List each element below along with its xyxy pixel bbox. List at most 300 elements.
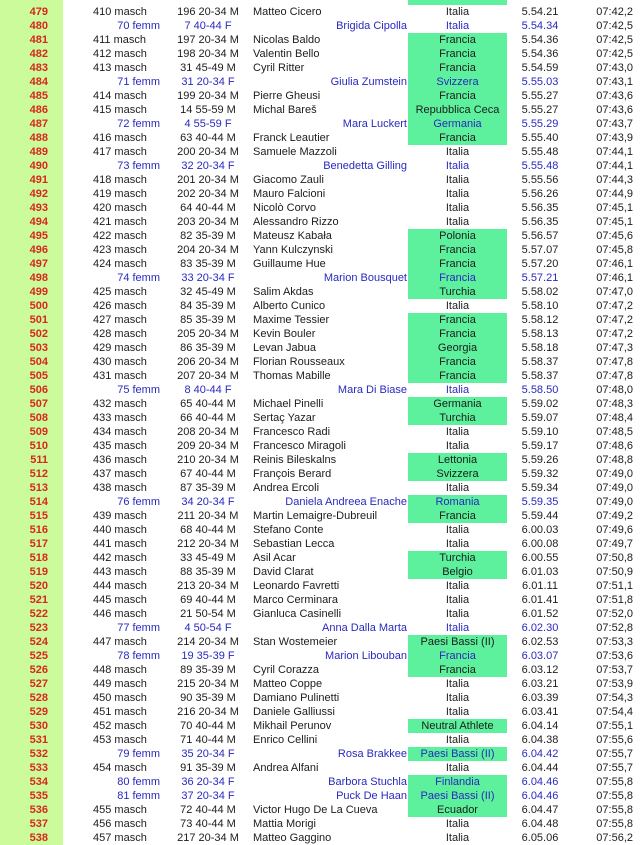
age-group-rank-cell: 200 20-34 M bbox=[177, 146, 239, 158]
gender-category-rank-cell: 454 masch bbox=[93, 762, 147, 774]
gender-category-rank-cell: 78 femm bbox=[117, 650, 160, 662]
pace-cell: 07:49,7 bbox=[596, 538, 633, 550]
result-row bbox=[0, 691, 641, 705]
result-row bbox=[0, 187, 641, 201]
result-row bbox=[0, 565, 641, 579]
country-cell: Francia bbox=[408, 61, 507, 75]
country-cell: Svizzera bbox=[408, 467, 507, 481]
rank-cell: 532 bbox=[0, 747, 63, 761]
runner-name-cell: Mara Di Biase bbox=[337, 384, 407, 396]
pace-cell: 07:54,4 bbox=[596, 706, 633, 718]
rank-cell: 518 bbox=[0, 551, 63, 565]
pace-cell: 07:56,2 bbox=[596, 832, 633, 844]
pace-cell: 07:48,4 bbox=[596, 412, 633, 424]
rank-cell: 501 bbox=[0, 313, 63, 327]
gender-category-rank-cell: 444 masch bbox=[93, 580, 147, 592]
pace-cell: 07:48,5 bbox=[596, 426, 633, 438]
age-group-rank-cell: 207 20-34 M bbox=[177, 370, 239, 382]
runner-name-cell: Giulia Zumstein bbox=[330, 76, 407, 88]
pace-cell: 07:43,9 bbox=[596, 132, 633, 144]
country-cell: Paesi Bassi (II) bbox=[408, 635, 507, 649]
rank-cell: 483 bbox=[0, 61, 63, 75]
rank-cell: 494 bbox=[0, 215, 63, 229]
country-cell: Romania bbox=[408, 495, 507, 509]
pace-cell: 07:48,6 bbox=[596, 440, 633, 452]
result-row bbox=[0, 383, 641, 397]
finish-time-cell: 6.01.03 bbox=[521, 566, 559, 578]
pace-cell: 07:48,0 bbox=[596, 384, 633, 396]
pace-cell: 07:49,0 bbox=[596, 482, 633, 494]
rank-cell: 510 bbox=[0, 439, 63, 453]
rank-cell: 514 bbox=[0, 495, 63, 509]
runner-name-cell: Asil Acar bbox=[253, 552, 296, 564]
country-cell: Polonia bbox=[408, 229, 507, 243]
runner-name-cell: Marco Cerminara bbox=[253, 594, 338, 606]
pace-cell: 07:42,5 bbox=[596, 34, 633, 46]
result-row bbox=[0, 831, 641, 845]
country-cell: Lettonia bbox=[408, 453, 507, 467]
finish-time-cell: 6.04.47 bbox=[521, 804, 559, 816]
finish-time-cell: 6.00.55 bbox=[521, 552, 559, 564]
age-group-rank-cell: 210 20-34 M bbox=[177, 454, 239, 466]
age-group-rank-cell: 201 20-34 M bbox=[177, 174, 239, 186]
finish-time-cell: 5.54.59 bbox=[521, 62, 559, 74]
runner-name-cell: Victor Hugo De La Cueva bbox=[253, 804, 378, 816]
finish-time-cell: 6.04.48 bbox=[521, 818, 559, 830]
runner-name-cell: Alberto Cunico bbox=[253, 300, 326, 312]
country-cell: Repubblica Ceca bbox=[408, 103, 507, 117]
result-row bbox=[0, 33, 641, 47]
runner-name-cell: Stan Wostemeier bbox=[253, 636, 338, 648]
age-group-rank-cell: 21 50-54 M bbox=[180, 608, 236, 620]
pace-cell: 07:48,3 bbox=[596, 398, 633, 410]
age-group-rank-cell: 14 55-59 M bbox=[180, 104, 236, 116]
runner-name-cell: Gianluca Casinelli bbox=[253, 608, 342, 620]
finish-time-cell: 5.56.35 bbox=[521, 202, 559, 214]
result-row bbox=[0, 775, 641, 789]
age-group-rank-cell: 82 35-39 M bbox=[180, 230, 236, 242]
country-cell: Italia bbox=[445, 20, 470, 32]
result-row bbox=[0, 103, 641, 117]
result-row bbox=[0, 341, 641, 355]
gender-category-rank-cell: 413 masch bbox=[93, 62, 147, 74]
finish-time-cell: 6.03.21 bbox=[521, 678, 559, 690]
rank-cell: 511 bbox=[0, 453, 63, 467]
rank-cell: 485 bbox=[0, 89, 63, 103]
pace-cell: 07:45,6 bbox=[596, 230, 633, 242]
runner-name-cell: Matteo Cicero bbox=[253, 6, 322, 18]
runner-name-cell: Salim Akdas bbox=[253, 286, 314, 298]
runner-name-cell: Daniele Galliussi bbox=[253, 706, 335, 718]
rank-cell: 505 bbox=[0, 369, 63, 383]
country-cell: Italia bbox=[445, 6, 470, 18]
rank-cell: 493 bbox=[0, 201, 63, 215]
result-row bbox=[0, 19, 641, 33]
rank-cell: 525 bbox=[0, 649, 63, 663]
result-row bbox=[0, 425, 641, 439]
gender-category-rank-cell: 79 femm bbox=[117, 748, 160, 760]
result-row bbox=[0, 229, 641, 243]
finish-time-cell: 5.59.10 bbox=[521, 426, 559, 438]
pace-cell: 07:45,1 bbox=[596, 202, 633, 214]
country-cell: Italia bbox=[445, 580, 470, 592]
runner-name-cell: Nicolas Baldo bbox=[253, 34, 321, 46]
finish-time-cell: 6.03.39 bbox=[521, 692, 559, 704]
gender-category-rank-cell: 449 masch bbox=[93, 678, 147, 690]
pace-cell: 07:49,2 bbox=[596, 510, 633, 522]
runner-name-cell: Reinis Bileskalns bbox=[253, 454, 337, 466]
age-group-rank-cell: 206 20-34 M bbox=[177, 356, 239, 368]
gender-category-rank-cell: 422 masch bbox=[93, 230, 147, 242]
rank-cell: 534 bbox=[0, 775, 63, 789]
finish-time-cell: 5.59.44 bbox=[521, 510, 559, 522]
gender-category-rank-cell: 453 masch bbox=[93, 734, 147, 746]
gender-category-rank-cell: 410 masch bbox=[93, 6, 147, 18]
age-group-rank-cell: 7 40-44 F bbox=[184, 20, 232, 32]
country-cell: Italia bbox=[445, 524, 470, 536]
country-cell: Italia bbox=[445, 538, 470, 550]
runner-name-cell: Nicolò Corvo bbox=[253, 202, 316, 214]
pace-cell: 07:55,8 bbox=[596, 776, 633, 788]
gender-category-rank-cell: 76 femm bbox=[117, 496, 160, 508]
country-cell: Georgia bbox=[408, 341, 507, 355]
result-row bbox=[0, 117, 641, 131]
rank-cell: 530 bbox=[0, 719, 63, 733]
rank-cell: 526 bbox=[0, 663, 63, 677]
finish-time-cell: 5.54.34 bbox=[521, 20, 559, 32]
pace-cell: 07:43,7 bbox=[596, 118, 633, 130]
runner-name-cell: Cyril Ritter bbox=[253, 62, 305, 74]
finish-time-cell: 6.03.12 bbox=[521, 664, 559, 676]
result-row bbox=[0, 789, 641, 803]
rank-cell: 489 bbox=[0, 145, 63, 159]
finish-time-cell: 6.01.41 bbox=[521, 594, 559, 606]
age-group-rank-cell: 36 20-34 F bbox=[181, 776, 235, 788]
rank-cell: 517 bbox=[0, 537, 63, 551]
result-row bbox=[0, 439, 641, 453]
age-group-rank-cell: 68 40-44 M bbox=[180, 524, 236, 536]
result-row bbox=[0, 481, 641, 495]
finish-time-cell: 5.56.35 bbox=[521, 216, 559, 228]
result-row bbox=[0, 607, 641, 621]
age-group-rank-cell: 213 20-34 M bbox=[177, 580, 239, 592]
pace-cell: 07:42,2 bbox=[596, 6, 633, 18]
country-cell: Italia bbox=[445, 300, 470, 312]
result-row bbox=[0, 75, 641, 89]
country-cell: Italia bbox=[445, 608, 470, 620]
result-row bbox=[0, 593, 641, 607]
pace-cell: 07:45,8 bbox=[596, 244, 633, 256]
finish-time-cell: 6.05.06 bbox=[521, 832, 559, 844]
finish-time-cell: 5.58.10 bbox=[521, 300, 559, 312]
gender-category-rank-cell: 411 masch bbox=[93, 34, 146, 46]
finish-time-cell: 6.04.46 bbox=[521, 776, 559, 788]
rank-cell: 504 bbox=[0, 355, 63, 369]
runner-name-cell: Guillaume Hue bbox=[253, 258, 326, 270]
runner-name-cell: Valentin Bello bbox=[253, 48, 320, 60]
runner-name-cell: Francesco Miragoli bbox=[253, 440, 346, 452]
finish-time-cell: 5.58.37 bbox=[521, 356, 559, 368]
finish-time-cell: 6.04.42 bbox=[521, 748, 559, 760]
country-cell: Paesi Bassi (II) bbox=[408, 789, 507, 803]
runner-name-cell: Barbora Stuchla bbox=[328, 776, 407, 788]
result-row bbox=[0, 159, 641, 173]
age-group-rank-cell: 197 20-34 M bbox=[177, 34, 239, 46]
result-row bbox=[0, 369, 641, 383]
country-cell: Italia bbox=[445, 216, 470, 228]
age-group-rank-cell: 85 35-39 M bbox=[180, 314, 236, 326]
rank-cell: 531 bbox=[0, 733, 63, 747]
finish-time-cell: 5.55.48 bbox=[521, 146, 559, 158]
result-row bbox=[0, 61, 641, 75]
pace-cell: 07:42,5 bbox=[596, 48, 633, 60]
runner-name-cell: Matteo Gaggino bbox=[253, 832, 332, 844]
runner-name-cell: Mattia Morigi bbox=[253, 818, 316, 830]
gender-category-rank-cell: 421 masch bbox=[93, 216, 147, 228]
gender-category-rank-cell: 448 masch bbox=[93, 664, 147, 676]
finish-time-cell: 5.56.26 bbox=[521, 188, 559, 200]
runner-name-cell: Anna Dalla Marta bbox=[322, 622, 407, 634]
result-row bbox=[0, 621, 641, 635]
runner-name-cell: Michael Pinelli bbox=[253, 398, 324, 410]
country-cell: Francia bbox=[408, 257, 507, 271]
result-row bbox=[0, 397, 641, 411]
gender-category-rank-cell: 451 masch bbox=[93, 706, 147, 718]
runner-name-cell: Samuele Mazzoli bbox=[253, 146, 337, 158]
pace-cell: 07:44,1 bbox=[596, 146, 633, 158]
runner-name-cell: Mauro Falcioni bbox=[253, 188, 326, 200]
finish-time-cell: 5.58.50 bbox=[521, 384, 559, 396]
gender-category-rank-cell: 418 masch bbox=[93, 174, 147, 186]
gender-category-rank-cell: 442 masch bbox=[93, 552, 147, 564]
finish-time-cell: 5.59.07 bbox=[521, 412, 559, 424]
age-group-rank-cell: 86 35-39 M bbox=[180, 342, 236, 354]
runner-name-cell: Marion Bousquet bbox=[323, 272, 407, 284]
age-group-rank-cell: 33 45-49 M bbox=[180, 552, 236, 564]
rank-cell: 533 bbox=[0, 761, 63, 775]
country-cell: Francia bbox=[408, 663, 507, 677]
result-row bbox=[0, 355, 641, 369]
gender-category-rank-cell: 415 masch bbox=[93, 104, 147, 116]
country-cell: Paesi Bassi (II) bbox=[408, 747, 507, 761]
pace-cell: 07:42,5 bbox=[596, 20, 633, 32]
rank-cell: 537 bbox=[0, 817, 63, 831]
age-group-rank-cell: 202 20-34 M bbox=[177, 188, 239, 200]
age-group-rank-cell: 32 45-49 M bbox=[180, 286, 236, 298]
gender-category-rank-cell: 412 masch bbox=[93, 48, 147, 60]
country-cell: Italia bbox=[445, 678, 470, 690]
gender-category-rank-cell: 72 femm bbox=[117, 118, 160, 130]
pace-cell: 07:50,9 bbox=[596, 566, 633, 578]
runner-name-cell: Damiano Pulinetti bbox=[253, 692, 340, 704]
finish-time-cell: 5.59.26 bbox=[521, 454, 559, 466]
age-group-rank-cell: 35 20-34 F bbox=[181, 748, 235, 760]
rank-cell: 497 bbox=[0, 257, 63, 271]
country-cell: Italia bbox=[445, 832, 470, 844]
finish-time-cell: 5.55.56 bbox=[521, 174, 559, 186]
country-cell: Italia bbox=[445, 706, 470, 718]
pace-cell: 07:55,8 bbox=[596, 790, 633, 802]
runner-name-cell: Michal Bareš bbox=[253, 104, 317, 116]
finish-time-cell: 6.01.52 bbox=[521, 608, 559, 620]
rank-cell: 527 bbox=[0, 677, 63, 691]
runner-name-cell: Pierre Gheusi bbox=[253, 90, 321, 102]
age-group-rank-cell: 216 20-34 M bbox=[177, 706, 239, 718]
runner-name-cell: Marion Libouban bbox=[325, 650, 407, 662]
pace-cell: 07:47,8 bbox=[596, 356, 633, 368]
finish-time-cell: 5.57.21 bbox=[521, 272, 559, 284]
country-cell: Francia bbox=[408, 313, 507, 327]
gender-category-rank-cell: 438 masch bbox=[93, 482, 147, 494]
gender-category-rank-cell: 435 masch bbox=[93, 440, 147, 452]
result-row bbox=[0, 551, 641, 565]
finish-time-cell: 5.58.37 bbox=[521, 370, 559, 382]
rank-cell: 479 bbox=[0, 5, 63, 19]
gender-category-rank-cell: 446 masch bbox=[93, 608, 147, 620]
runner-name-cell: Mikhail Perunov bbox=[253, 720, 332, 732]
finish-time-cell: 5.55.27 bbox=[521, 90, 559, 102]
country-cell: Germania bbox=[408, 117, 507, 131]
gender-category-rank-cell: 440 masch bbox=[93, 524, 147, 536]
rank-cell: 482 bbox=[0, 47, 63, 61]
gender-category-rank-cell: 437 masch bbox=[93, 468, 147, 480]
country-cell: Francia bbox=[408, 47, 507, 61]
runner-name-cell: Kevin Bouler bbox=[253, 328, 316, 340]
age-group-rank-cell: 87 35-39 M bbox=[180, 482, 236, 494]
age-group-rank-cell: 31 45-49 M bbox=[180, 62, 236, 74]
rank-cell: 513 bbox=[0, 481, 63, 495]
finish-time-cell: 5.55.03 bbox=[521, 76, 559, 88]
pace-cell: 07:47,2 bbox=[596, 300, 633, 312]
finish-time-cell: 6.00.03 bbox=[521, 524, 559, 536]
country-cell: Italia bbox=[445, 818, 470, 830]
finish-time-cell: 5.58.13 bbox=[521, 328, 559, 340]
pace-cell: 07:43,1 bbox=[596, 76, 633, 88]
rank-cell: 498 bbox=[0, 271, 63, 285]
finish-time-cell: 5.54.21 bbox=[521, 6, 559, 18]
rank-cell: 499 bbox=[0, 285, 63, 299]
result-row bbox=[0, 663, 641, 677]
finish-time-cell: 5.57.20 bbox=[521, 258, 559, 270]
gender-category-rank-cell: 416 masch bbox=[93, 132, 147, 144]
country-cell: Francia bbox=[408, 33, 507, 47]
rank-cell: 486 bbox=[0, 103, 63, 117]
result-row bbox=[0, 579, 641, 593]
gender-category-rank-cell: 452 masch bbox=[93, 720, 147, 732]
runner-name-cell: Thomas Mabille bbox=[253, 370, 331, 382]
gender-category-rank-cell: 75 femm bbox=[117, 384, 160, 396]
finish-time-cell: 5.59.32 bbox=[521, 468, 559, 480]
age-group-rank-cell: 196 20-34 M bbox=[177, 6, 239, 18]
rank-cell: 491 bbox=[0, 173, 63, 187]
rank-cell: 503 bbox=[0, 341, 63, 355]
finish-time-cell: 5.59.02 bbox=[521, 398, 559, 410]
age-group-rank-cell: 198 20-34 M bbox=[177, 48, 239, 60]
gender-category-rank-cell: 455 masch bbox=[93, 804, 147, 816]
rank-cell: 509 bbox=[0, 425, 63, 439]
pace-cell: 07:43,6 bbox=[596, 90, 633, 102]
finish-time-cell: 6.04.38 bbox=[521, 734, 559, 746]
pace-cell: 07:46,1 bbox=[596, 258, 633, 270]
runner-name-cell: Yann Kulczynski bbox=[253, 244, 333, 256]
result-row bbox=[0, 817, 641, 831]
runner-name-cell: Francesco Radi bbox=[253, 426, 331, 438]
country-cell: Italia bbox=[445, 174, 470, 186]
gender-category-rank-cell: 74 femm bbox=[117, 272, 160, 284]
pace-cell: 07:45,1 bbox=[596, 216, 633, 228]
rank-cell: 506 bbox=[0, 383, 63, 397]
runner-name-cell: Mara Luckert bbox=[342, 118, 407, 130]
result-row bbox=[0, 215, 641, 229]
runner-name-cell: David Clarat bbox=[253, 566, 314, 578]
pace-cell: 07:50,8 bbox=[596, 552, 633, 564]
runner-name-cell: Mateusz Kabała bbox=[253, 230, 332, 242]
age-group-rank-cell: 88 35-39 M bbox=[180, 566, 236, 578]
gender-category-rank-cell: 414 masch bbox=[93, 90, 147, 102]
age-group-rank-cell: 203 20-34 M bbox=[177, 216, 239, 228]
age-group-rank-cell: 71 40-44 M bbox=[180, 734, 236, 746]
age-group-rank-cell: 208 20-34 M bbox=[177, 426, 239, 438]
result-row bbox=[0, 719, 641, 733]
gender-category-rank-cell: 420 masch bbox=[93, 202, 147, 214]
pace-cell: 07:43,6 bbox=[596, 104, 633, 116]
country-cell: Italia bbox=[445, 440, 470, 452]
age-group-rank-cell: 63 40-44 M bbox=[180, 132, 236, 144]
pace-cell: 07:44,3 bbox=[596, 174, 633, 186]
country-cell: Italia bbox=[445, 160, 470, 172]
result-row bbox=[0, 271, 641, 285]
result-row bbox=[0, 313, 641, 327]
pace-cell: 07:53,9 bbox=[596, 678, 633, 690]
country-cell: Turchia bbox=[408, 551, 507, 565]
finish-time-cell: 5.59.34 bbox=[521, 482, 559, 494]
rank-cell: 484 bbox=[0, 75, 63, 89]
runner-name-cell: Sertaç Yazar bbox=[253, 412, 316, 424]
age-group-rank-cell: 211 20-34 M bbox=[177, 510, 239, 522]
gender-category-rank-cell: 439 masch bbox=[93, 510, 147, 522]
pace-cell: 07:53,3 bbox=[596, 636, 633, 648]
pace-cell: 07:53,6 bbox=[596, 650, 633, 662]
rank-cell: 521 bbox=[0, 593, 63, 607]
pace-cell: 07:53,7 bbox=[596, 664, 633, 676]
pace-cell: 07:44,9 bbox=[596, 188, 633, 200]
gender-category-rank-cell: 429 masch bbox=[93, 342, 147, 354]
gender-category-rank-cell: 71 femm bbox=[117, 76, 160, 88]
rank-cell: 538 bbox=[0, 831, 63, 845]
gender-category-rank-cell: 447 masch bbox=[93, 636, 147, 648]
gender-category-rank-cell: 432 masch bbox=[93, 398, 147, 410]
country-cell: Italia bbox=[445, 692, 470, 704]
finish-time-cell: 5.54.36 bbox=[521, 34, 559, 46]
runner-name-cell: Andrea Ercoli bbox=[253, 482, 320, 494]
country-cell: Turchia bbox=[408, 285, 507, 299]
pace-cell: 07:54,3 bbox=[596, 692, 633, 704]
pace-cell: 07:47,2 bbox=[596, 314, 633, 326]
country-cell: Neutral Athlete bbox=[408, 719, 507, 733]
result-row bbox=[0, 467, 641, 481]
gender-category-rank-cell: 428 masch bbox=[93, 328, 147, 340]
rank-cell: 492 bbox=[0, 187, 63, 201]
country-cell: Francia bbox=[408, 243, 507, 257]
age-group-rank-cell: 34 20-34 F bbox=[181, 496, 235, 508]
runner-name-cell: Florian Rousseaux bbox=[253, 356, 345, 368]
runner-name-cell: Matteo Coppe bbox=[253, 678, 323, 690]
result-row bbox=[0, 285, 641, 299]
finish-time-cell: 6.03.41 bbox=[521, 706, 559, 718]
country-cell: Belgio bbox=[408, 565, 507, 579]
finish-time-cell: 6.01.11 bbox=[522, 580, 558, 592]
rank-cell: 480 bbox=[0, 19, 63, 33]
